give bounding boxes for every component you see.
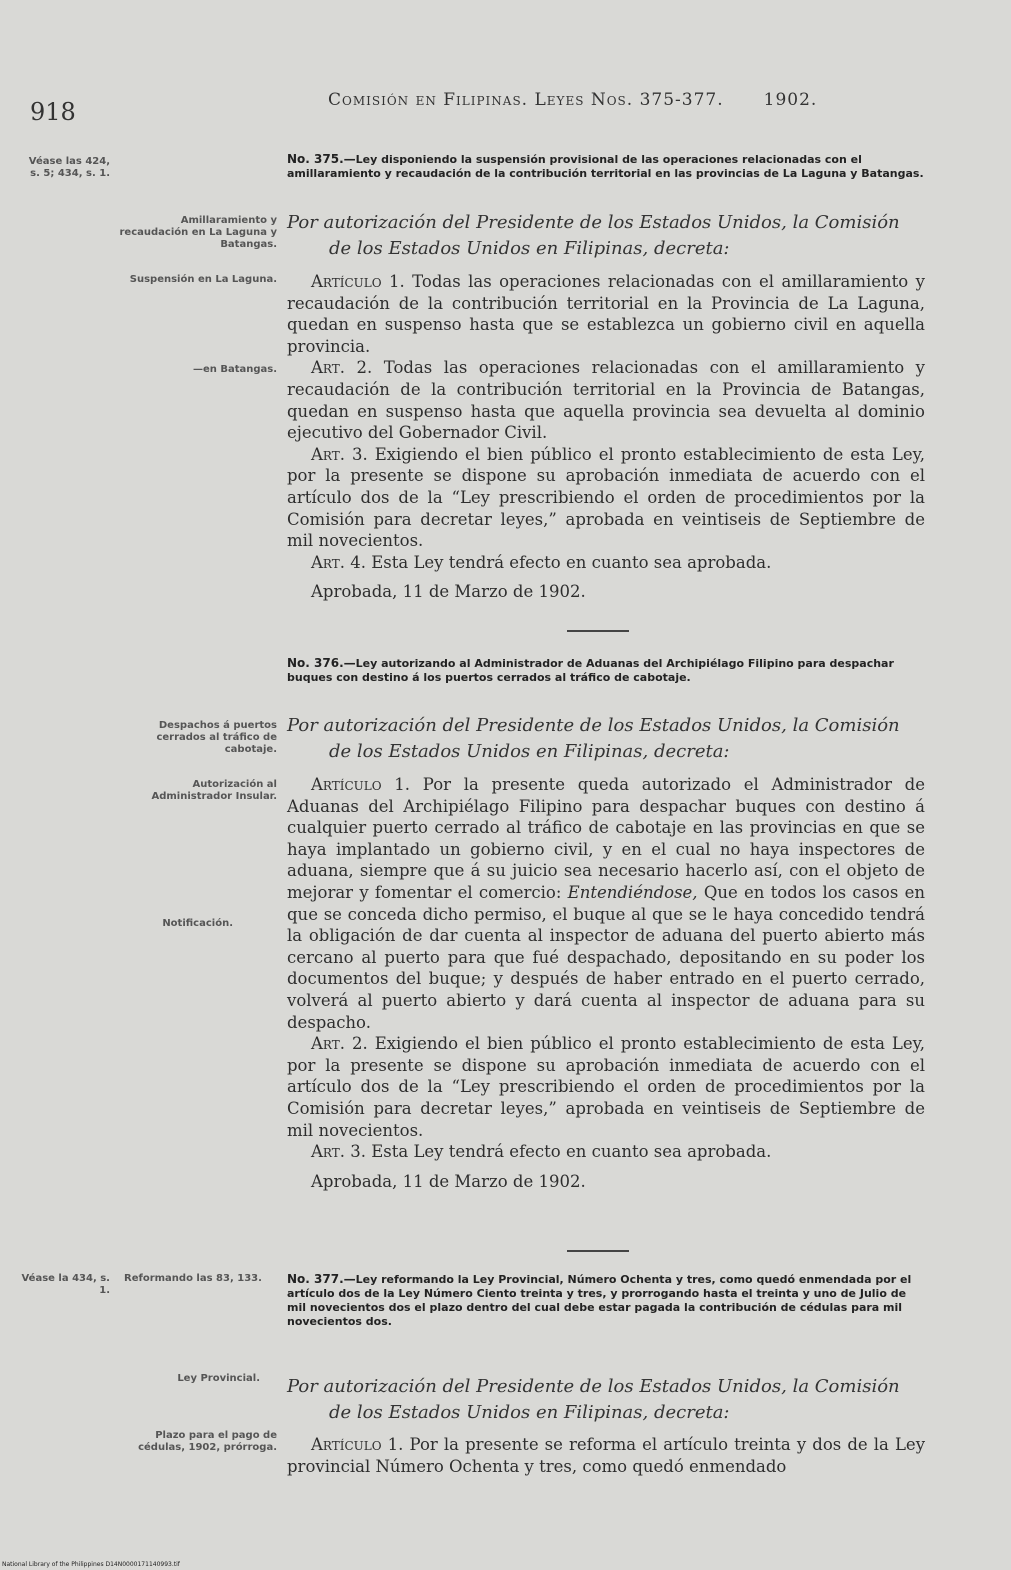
margin-note-vease-2: Véase la 434, s. 1. xyxy=(21,1273,110,1296)
proviso-word: Entendiéndose, xyxy=(567,882,698,902)
margin-note-amillaramiento: Amillaramiento y recaudación en La Laguna y Batangas. xyxy=(119,215,277,250)
act-377-title-text: Ley reformando la Ley Provincial, Número Ochenta y tres, como quedó enmendada por el artículo dos de la Ley Número Ciento treinta y tres, y prorrogando hasta el treinta y uno de Julio de mil novecientos dos el plazo dentro del cual debe estar pagada la contribución de cédulas para mil novecientos dos. xyxy=(287,1273,912,1328)
article-2 xyxy=(287,357,925,443)
act-377-number: No. 377.— xyxy=(287,1272,356,1286)
article-label: Art. 3. xyxy=(311,1142,366,1162)
running-head-year: 1902. xyxy=(763,90,818,110)
scan-footer: National Library of the Philippines D14N0000171140993.tif xyxy=(2,1561,180,1568)
act-376-title-text: Ley autorizando al Administrador de Aduanas del Archipiélago Filipino para despachar buques con destino á los puertos cerrados al tráfico de cabotaje. xyxy=(287,657,894,684)
approval-date: Aprobada, 11 de Marzo de 1902. xyxy=(311,582,586,602)
section-divider xyxy=(567,1250,629,1252)
act-375-title xyxy=(287,152,927,181)
act-377-enacting-clause xyxy=(287,1374,927,1426)
margin-note-plazo: Plazo para el pago de cédulas, 1902, prórroga. xyxy=(138,1430,277,1453)
article-label: Art. 3. xyxy=(311,444,368,464)
margin-note-notificacion: Notificación. xyxy=(162,918,233,929)
article-text: Esta Ley tendrá efecto en cuanto sea aprobada. xyxy=(371,552,772,572)
article-1 xyxy=(287,271,925,357)
article-text: Que en todos los casos en que se conceda dicho permiso, el buque al que se le haya concedido tendrá la obligación de dar cuenta al inspector de aduana del puerto abierto más cercano al puerto para que fué despachado, depositando en su poder los documentos del buque; y después de haber entrado en el puerto cerrado, volverá al puerto abierto y dará cuenta al inspector de aduana para su despacho. xyxy=(287,882,925,1032)
article-label: Artículo 1. xyxy=(311,775,411,794)
approval-date: Aprobada, 11 de Marzo de 1902. xyxy=(311,1171,586,1191)
margin-note-despachos: Despachos á puertos cerrados al tráfico de cabotaje. xyxy=(156,720,277,755)
act-376-title xyxy=(287,656,927,685)
article-text: Todas las operaciones relacionadas con el amillaramiento y recaudación de la contribución territorial en la Provincia de La Laguna, quedan en suspenso hasta que se establezca un gobierno civil en aquella provincia. xyxy=(287,272,925,356)
act-375-articles xyxy=(287,271,925,603)
act-376-number: No. 376.— xyxy=(287,656,356,670)
act-376-enacting-clause xyxy=(287,713,927,765)
margin-note-reformando: Reformando las 83, 133. xyxy=(124,1273,262,1284)
auth-line-2: de los Estados Unidos en Filipinas, decreta: xyxy=(329,238,730,259)
margin-note-ley-provincial: Ley Provincial. xyxy=(177,1373,260,1384)
auth-line-1: Por autorización del Presidente de los Estados Unidos, la Comisión xyxy=(287,715,900,736)
auth-line-1: Por autorización del Presidente de los Estados Unidos, la Comisión xyxy=(287,212,900,233)
article-label: Art. 2. xyxy=(311,1034,368,1054)
article-label: Art. 4. xyxy=(311,552,366,572)
article-3 xyxy=(287,1141,925,1163)
margin-note-autorizacion: Autorización al Administrador Insular. xyxy=(151,779,277,802)
act-377-title xyxy=(287,1272,927,1329)
act-375-enacting-clause xyxy=(287,210,927,262)
auth-line-1: Por autorización del Presidente de los Estados Unidos, la Comisión xyxy=(287,1376,900,1397)
margin-note-batangas: —en Batangas. xyxy=(192,364,277,375)
margin-note-vease: Véase las 424, s. 5; 434, s. 1. xyxy=(28,156,110,179)
running-head-text: Comisión en Filipinas. Leyes Nos. 375-377. xyxy=(328,90,724,110)
article-4 xyxy=(287,552,925,574)
section-divider xyxy=(567,630,629,632)
article-label: Art. 2. xyxy=(311,358,373,378)
article-3 xyxy=(287,444,925,552)
article-text: Exigiendo el bien público el pronto establecimiento de esta Ley, por la presente se dispone su aprobación inmediata de acuerdo con el artículo dos de la “Ley prescribiendo el orden de procedimientos por la Comisión para decretar leyes,” aprobada en veintiseis de Septiembre de mil novecientos. xyxy=(287,1034,926,1140)
article-text: Por la presente se reforma el artículo treinta y dos de la Ley provincial Número Ochenta y tres, como quedó enmendado xyxy=(287,1435,926,1476)
article-text: Esta Ley tendrá efecto en cuanto sea aprobada. xyxy=(371,1142,772,1162)
article-text: Por la presente queda autorizado el Administrador de Aduanas del Archipiélago Filipino para despachar buques con destino á cualquier puerto cerrado al tráfico de cabotaje en las provincias en que se haya implantado un gobierno civil, y en el cual no haya inspectores de aduana, siempre que á su juicio sea necesario hacerlo así, con el objeto de mejorar y fomentar el comercio: xyxy=(287,775,926,902)
article-2 xyxy=(287,1033,925,1141)
running-head xyxy=(328,90,817,110)
article-1 xyxy=(287,1434,925,1477)
article-label: Artículo 1. xyxy=(311,272,405,291)
article-text: Exigiendo el bien público el pronto establecimiento de esta Ley, por la presente se dispone su aprobación inmediata de acuerdo con el artículo dos de la “Ley prescribiendo el orden de procedimientos por la Comisión para decretar leyes,” aprobada en veintiseis de Septiembre de mil novecientos. xyxy=(287,444,926,551)
article-label: Artículo 1. xyxy=(311,1435,404,1454)
margin-note-suspension: Suspensión en La Laguna. xyxy=(129,274,277,285)
article-text: Todas las operaciones relacionadas con el amillaramiento y recaudación de la contribución territorial en la Provincia de Batangas, quedan en suspenso hasta que aquella provincia sea devuelta al dominio ejecutivo del Gobernador Civil. xyxy=(287,358,925,443)
act-375-title-text: Ley disponiendo la suspensión provisional de las operaciones relacionadas con el amillaramiento y recaudación de la contribución territorial en las provincias de La Laguna y Batangas. xyxy=(287,153,924,180)
act-376-articles xyxy=(287,774,925,1192)
act-375-number: No. 375.— xyxy=(287,152,356,166)
act-377-articles xyxy=(287,1434,925,1477)
auth-line-2: de los Estados Unidos en Filipinas, decreta: xyxy=(329,1402,730,1423)
article-1 xyxy=(287,774,925,1033)
page-number: 918 xyxy=(30,98,76,126)
auth-line-2: de los Estados Unidos en Filipinas, decreta: xyxy=(329,741,730,762)
